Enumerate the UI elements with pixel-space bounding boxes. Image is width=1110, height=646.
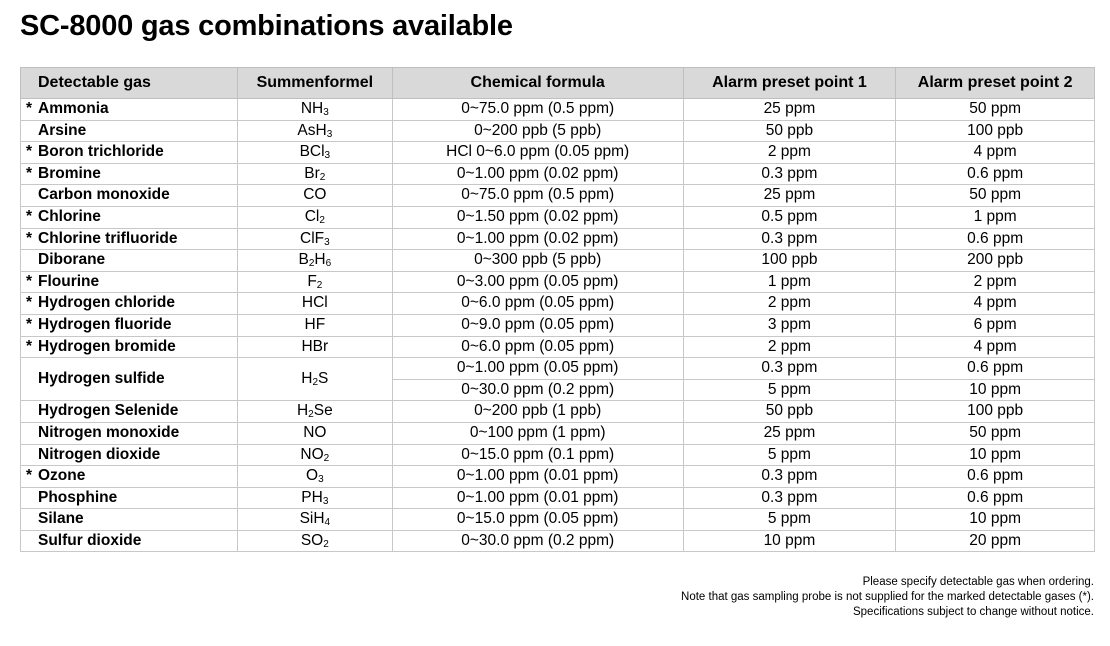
alarm-point-1-cell: 2 ppm: [683, 336, 896, 358]
table-row: [21, 487, 1095, 509]
measuring-range-cell: 0~1.50 ppm (0.02 ppm): [392, 206, 683, 228]
table-row: [21, 444, 1095, 466]
measuring-range-cell: 0~300 ppb (5 ppb): [392, 250, 683, 272]
summenformel-cell: [237, 314, 392, 336]
measuring-range-cell: 0~6.0 ppm (0.05 ppm): [392, 293, 683, 315]
alarm-point-2-cell: 10 ppm: [896, 379, 1095, 401]
alarm-point-1-cell: 25 ppm: [683, 185, 896, 207]
header-summenformel: Summenformel: [237, 68, 392, 99]
formula-element: H: [314, 251, 326, 269]
formula-element: Se: [313, 402, 333, 420]
table-row: [21, 120, 1095, 142]
alarm-point-1-cell: 5 ppm: [683, 444, 896, 466]
formula-element: N: [300, 100, 313, 117]
gas-name-cell: [21, 358, 238, 401]
summenformel-cell: [237, 228, 392, 250]
alarm-point-1-cell: 0.3 ppm: [683, 487, 896, 509]
alarm-point-2-cell: 200 ppb: [896, 250, 1095, 272]
formula-subscript: 3: [318, 474, 324, 486]
gas-name-cell: [21, 466, 238, 488]
alarm-point-1-cell: 5 ppm: [683, 509, 896, 531]
header-alarm-point-1: Alarm preset point 1: [683, 68, 896, 99]
formula-subscript: 2: [316, 279, 323, 291]
page-title: SC-8000 gas combinations available: [20, 10, 513, 42]
header-detectable-gas: Detectable gas: [21, 68, 238, 99]
formula-element: H: [296, 402, 309, 420]
table-row: [21, 185, 1095, 207]
probe-note-mark: *: [26, 467, 33, 485]
measuring-range-cell: 0~1.00 ppm (0.05 ppm): [392, 358, 683, 380]
gas-name-cell: [21, 163, 238, 185]
formula-subscript: 2: [323, 538, 329, 550]
gas-name: Nitrogen monoxide: [38, 423, 180, 441]
footnote-ordering: Please specify detectable gas when ordering.: [862, 576, 1094, 588]
table-row: [21, 99, 1095, 121]
gas-name-cell: [21, 401, 238, 423]
gas-name: Ammonia: [38, 100, 109, 117]
table-row: [21, 401, 1095, 423]
header-chemical-formula: Chemical formula: [392, 68, 683, 99]
formula-subscript: 3: [324, 150, 331, 162]
alarm-point-1-cell: 10 ppm: [683, 530, 896, 552]
summenformel-cell: [237, 466, 392, 488]
gas-name: Nitrogen dioxide: [38, 445, 161, 463]
gas-name: Boron trichloride: [38, 143, 164, 161]
formula-subscript: 2: [312, 376, 319, 388]
probe-note-mark: *: [26, 164, 33, 182]
gas-name-cell: [21, 487, 238, 509]
measuring-range-cell: 0~75.0 ppm (0.5 ppm): [392, 185, 683, 207]
measuring-range-cell: 0~1.00 ppm (0.02 ppm): [392, 163, 683, 185]
alarm-point-2-cell: 50 ppm: [896, 422, 1095, 444]
summenformel-cell: [237, 120, 392, 142]
formula-subscript: 2: [308, 258, 315, 270]
table-row: [21, 142, 1095, 164]
table-row: [21, 163, 1095, 185]
alarm-point-2-cell: 4 ppm: [896, 293, 1095, 315]
formula-subscript: 2: [319, 214, 325, 226]
alarm-point-2-cell: 20 ppm: [896, 530, 1095, 552]
alarm-point-1-cell: 2 ppm: [683, 142, 896, 164]
formula-subscript: 3: [326, 128, 333, 140]
probe-note-mark: *: [26, 229, 33, 247]
alarm-point-2-cell: 4 ppm: [896, 142, 1095, 164]
gas-name-cell: [21, 206, 238, 228]
alarm-point-2-cell: 1 ppm: [896, 206, 1095, 228]
alarm-point-1-cell: 0.3 ppm: [683, 228, 896, 250]
gas-name-cell: [21, 185, 238, 207]
formula-element: H: [312, 100, 324, 117]
measuring-range-cell: 0~30.0 ppm (0.2 ppm): [392, 530, 683, 552]
gas-name-cell: [21, 99, 238, 121]
formula-element: H: [301, 369, 313, 387]
alarm-point-2-cell: 0.6 ppm: [896, 228, 1095, 250]
alarm-point-2-cell: 0.6 ppm: [896, 163, 1095, 185]
alarm-point-2-cell: 50 ppm: [896, 99, 1095, 121]
gas-name-cell: [21, 509, 238, 531]
measuring-range-cell: 0~1.00 ppm (0.01 ppm): [392, 466, 683, 488]
measuring-range-cell: 0~100 ppm (1 ppm): [392, 422, 683, 444]
gas-combinations-table: [20, 67, 1095, 552]
measuring-range-cell: 0~15.0 ppm (0.05 ppm): [392, 509, 683, 531]
alarm-point-2-cell: 6 ppm: [896, 314, 1095, 336]
alarm-point-2-cell: 50 ppm: [896, 185, 1095, 207]
alarm-point-1-cell: 25 ppm: [683, 99, 896, 121]
formula-subscript: 6: [325, 258, 332, 270]
probe-note-mark: *: [26, 143, 33, 161]
footnote-specs: Specifications subject to change without notice.: [852, 606, 1094, 618]
summenformel-cell: [237, 422, 392, 444]
gas-name-cell: [21, 120, 238, 142]
summenformel-cell: [237, 142, 392, 164]
summenformel-cell: [237, 185, 392, 207]
probe-note-mark: *: [26, 337, 33, 355]
alarm-point-1-cell: 100 ppb: [683, 250, 896, 272]
table-row: [21, 358, 1095, 380]
gas-name: Hydrogen Selenide: [38, 402, 179, 420]
table-row: [21, 206, 1095, 228]
measuring-range-cell: 0~3.00 ppm (0.05 ppm): [392, 271, 683, 293]
table-row: [21, 293, 1095, 315]
summenformel-cell: [237, 163, 392, 185]
formula-element: NO: [303, 423, 327, 441]
alarm-point-2-cell: 0.6 ppm: [896, 466, 1095, 488]
measuring-range-cell: 0~6.0 ppm (0.05 ppm): [392, 336, 683, 358]
formula-subscript: 3: [323, 107, 329, 118]
formula-element: HCl: [301, 294, 328, 312]
alarm-point-1-cell: 50 ppb: [683, 401, 896, 423]
formula-element: SiH: [299, 510, 325, 528]
gas-name: Carbon monoxide: [38, 186, 170, 204]
alarm-point-1-cell: 0.3 ppm: [683, 358, 896, 380]
alarm-point-2-cell: 2 ppm: [896, 271, 1095, 293]
table-row: [21, 271, 1095, 293]
gas-name: Hydrogen sulfide: [38, 369, 165, 387]
alarm-point-1-cell: 50 ppb: [683, 120, 896, 142]
alarm-point-1-cell: 0.3 ppm: [683, 163, 896, 185]
footnote-probe: Note that gas sampling probe is not supplied for the marked detectable gases (*).: [681, 591, 1094, 603]
alarm-point-1-cell: 3 ppm: [683, 314, 896, 336]
gas-name: Chlorine: [38, 207, 101, 225]
table-row: [21, 509, 1095, 531]
summenformel-cell: [237, 487, 392, 509]
summenformel-cell: [237, 250, 392, 272]
gas-name-cell: [21, 271, 238, 293]
formula-subscript: 2: [319, 171, 326, 183]
gas-name-cell: [21, 250, 238, 272]
table-header-row: [21, 68, 1095, 99]
gas-name-cell: [21, 314, 238, 336]
gas-name: Hydrogen bromide: [38, 337, 176, 355]
table-row: [21, 250, 1095, 272]
alarm-point-2-cell: 0.6 ppm: [896, 358, 1095, 380]
gas-name: Ozone: [38, 467, 86, 485]
summenformel-cell: [237, 271, 392, 293]
measuring-range-cell: 0~1.00 ppm (0.02 ppm): [392, 228, 683, 250]
summenformel-cell: [237, 401, 392, 423]
formula-element: H: [315, 121, 327, 139]
measuring-range-cell: 0~15.0 ppm (0.1 ppm): [392, 444, 683, 466]
formula-subscript: 3: [322, 495, 329, 507]
table-row: [21, 314, 1095, 336]
measuring-range-cell: 0~200 ppb (5 ppb): [392, 120, 683, 142]
gas-name-cell: [21, 142, 238, 164]
table-row: [21, 228, 1095, 250]
summenformel-cell: [237, 99, 392, 121]
alarm-point-2-cell: 100 ppb: [896, 401, 1095, 423]
gas-name-cell: [21, 228, 238, 250]
summenformel-cell: [237, 293, 392, 315]
formula-element: S: [318, 369, 329, 387]
gas-name: Diborane: [38, 251, 106, 269]
formula-subscript: 2: [308, 409, 314, 421]
gas-name: Phosphine: [38, 488, 118, 506]
header-alarm-point-2: Alarm preset point 2: [896, 68, 1095, 99]
table-row: [21, 336, 1095, 358]
alarm-point-1-cell: 2 ppm: [683, 293, 896, 315]
alarm-point-2-cell: 10 ppm: [896, 444, 1095, 466]
table-row: [21, 466, 1095, 488]
gas-name: Flourine: [38, 272, 100, 290]
gas-name-cell: [21, 293, 238, 315]
gas-name: Hydrogen chloride: [38, 294, 175, 312]
formula-element: HF: [304, 315, 326, 333]
formula-subscript: 4: [324, 517, 331, 529]
gas-name-cell: [21, 336, 238, 358]
alarm-point-1-cell: 25 ppm: [683, 422, 896, 444]
probe-note-mark: *: [26, 272, 33, 290]
summenformel-cell: [237, 336, 392, 358]
formula-element: Cl: [304, 207, 320, 225]
gas-name: Silane: [38, 510, 84, 528]
alarm-point-1-cell: 5 ppm: [683, 379, 896, 401]
gas-name-cell: [21, 444, 238, 466]
table-body: [21, 99, 1095, 552]
table-row: [21, 530, 1095, 552]
alarm-point-1-cell: 1 ppm: [683, 271, 896, 293]
gas-name-cell: [21, 422, 238, 444]
gas-name: Bromine: [38, 164, 101, 182]
summenformel-cell: [237, 509, 392, 531]
formula-subscript: 2: [323, 452, 330, 464]
gas-name: Hydrogen fluoride: [38, 315, 172, 333]
measuring-range-cell: 0~30.0 ppm (0.2 ppm): [392, 379, 683, 401]
gas-name: Sulfur dioxide: [38, 531, 142, 549]
alarm-point-2-cell: 0.6 ppm: [896, 487, 1095, 509]
formula-element: O: [306, 467, 319, 485]
alarm-point-2-cell: 4 ppm: [896, 336, 1095, 358]
formula-subscript: 3: [324, 236, 330, 248]
probe-note-mark: *: [26, 315, 33, 333]
measuring-range-cell: 0~75.0 ppm (0.5 ppm): [392, 99, 683, 121]
formula-element: NO: [300, 445, 324, 463]
alarm-point-1-cell: 0.5 ppm: [683, 206, 896, 228]
alarm-point-1-cell: 0.3 ppm: [683, 466, 896, 488]
probe-note-mark: *: [26, 100, 33, 117]
gas-name: Chlorine trifluoride: [38, 229, 178, 247]
measuring-range-cell: 0~200 ppb (1 ppb): [392, 401, 683, 423]
summenformel-cell: [237, 530, 392, 552]
formula-element: HBr: [301, 337, 329, 355]
probe-note-mark: *: [26, 294, 33, 312]
formula-element: ClF: [300, 229, 325, 247]
alarm-point-2-cell: 100 ppb: [896, 120, 1095, 142]
gas-name: Arsine: [38, 121, 87, 139]
formula-element: As: [297, 121, 316, 139]
measuring-range-cell: 0~1.00 ppm (0.01 ppm): [392, 487, 683, 509]
formula-element: B: [298, 251, 309, 269]
formula-element: B: [299, 143, 310, 161]
table-row: [21, 422, 1095, 444]
summenformel-cell: [237, 444, 392, 466]
formula-element: CO: [303, 186, 327, 204]
formula-element: SO: [300, 531, 324, 549]
measuring-range-cell: 0~9.0 ppm (0.05 ppm): [392, 314, 683, 336]
summenformel-cell: [237, 206, 392, 228]
summenformel-cell: [237, 358, 392, 401]
alarm-point-2-cell: 10 ppm: [896, 509, 1095, 531]
footnotes: [681, 575, 1094, 620]
formula-element: F: [307, 272, 317, 290]
formula-element: PH: [301, 488, 323, 506]
measuring-range-cell: HCl 0~6.0 ppm (0.05 ppm): [392, 142, 683, 164]
probe-note-mark: *: [26, 207, 33, 225]
formula-element: Br: [304, 164, 320, 182]
formula-element: Cl: [309, 143, 325, 161]
gas-name-cell: [21, 530, 238, 552]
